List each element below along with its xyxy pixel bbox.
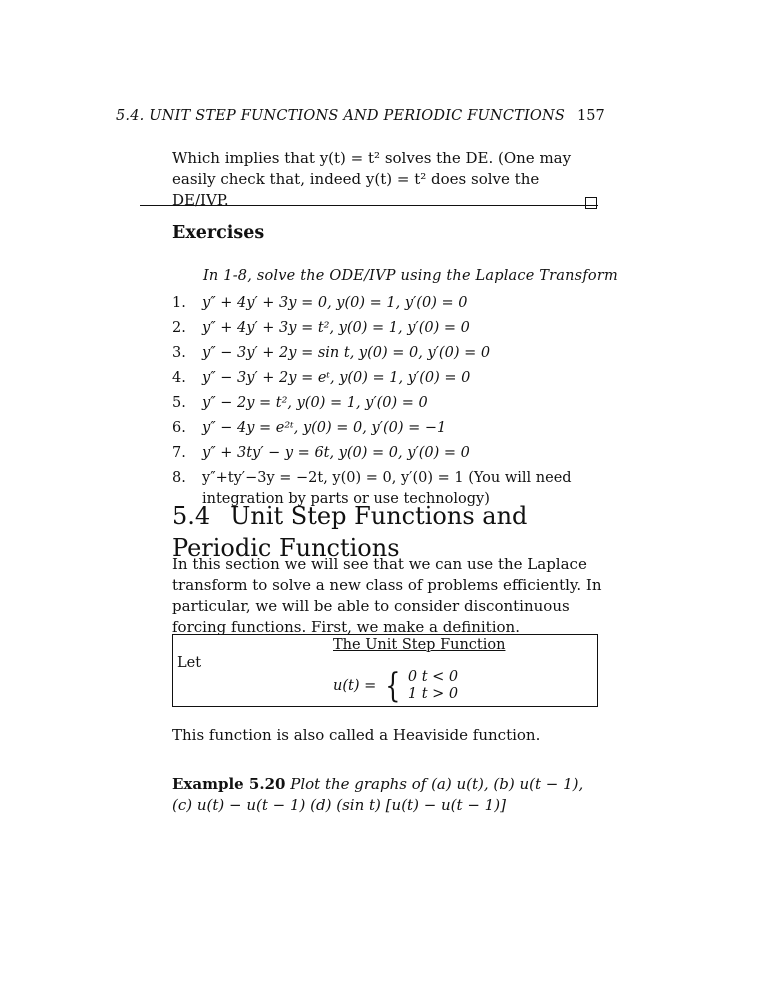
page-number: 157 xyxy=(577,108,605,124)
case-two: 1 t > 0 xyxy=(407,686,459,702)
exercise-equation: y″ + 3ty′ − y = 6t, y(0) = 0, y′(0) = 0 xyxy=(202,445,470,461)
definition-box xyxy=(172,634,598,707)
qed-icon xyxy=(585,197,597,209)
exercise-number: 7. xyxy=(172,445,186,461)
case-one: 0 t < 0 xyxy=(407,669,459,685)
exercise-item xyxy=(172,368,600,389)
exercise-equation: y″ − 3y′ + 2y = sin t, y(0) = 0, y′(0) = 0 xyxy=(202,345,491,361)
definition-title: The Unit Step Function xyxy=(333,637,506,653)
example-label: Example 5.20 xyxy=(172,775,286,793)
exercise-equation: y″ + 4y′ + 3y = t², y(0) = 1, y′(0) = 0 xyxy=(202,320,470,336)
section-intro: In this section we will see that we can use the Laplace transform to solve a new class of problems efficiently. In particular, we will be able to consider discontinuous forcing functions. First, we make a definition. xyxy=(172,555,602,636)
exercise-number: 1. xyxy=(172,295,186,311)
exercises-heading: Exercises xyxy=(172,223,265,243)
formula-lhs: u(t) = xyxy=(333,678,377,694)
exercise-number: 6. xyxy=(172,420,186,436)
exercise-item xyxy=(172,343,600,364)
exercise-item xyxy=(172,293,600,314)
section-divider xyxy=(140,205,598,206)
exercise-equation: y″+ty′−3y = −2t, y(0) = 0, y′(0) = 1 (You will need integration by parts or use technology) xyxy=(202,470,572,507)
exercise-equation: y″ − 3y′ + 2y = eᵗ, y(0) = 1, y′(0) = 0 xyxy=(202,370,471,386)
exercise-number: 5. xyxy=(172,395,186,411)
exercise-item xyxy=(172,318,600,339)
exercise-number: 2. xyxy=(172,320,186,336)
exercise-item xyxy=(172,443,600,464)
section-number: 5.4 xyxy=(172,501,211,530)
example-text: Plot the graphs of (a) u(t), (b) u(t − 1), (c) u(t) − u(t − 1) (d) (sin t) [u(t) − u(t − 1)] xyxy=(172,775,584,814)
exercise-list xyxy=(172,293,600,514)
exercise-number: 4. xyxy=(172,370,186,386)
exercise-equation: y″ + 4y′ + 3y = 0, y(0) = 1, y′(0) = 0 xyxy=(202,295,468,311)
continuation-text: Which implies that y(t) = t² solves the DE. (One may easily check that, indeed y(t) = t² does solve the DE/IVP. xyxy=(172,149,572,209)
exercise-number: 3. xyxy=(172,345,186,361)
example-block xyxy=(172,774,602,816)
exercises-intro: In 1-8, solve the ODE/IVP using the Laplace Transform xyxy=(203,268,618,284)
exercise-equation: y″ − 2y = t², y(0) = 1, y′(0) = 0 xyxy=(202,395,428,411)
exercise-item xyxy=(172,393,600,414)
heaviside-note: This function is also called a Heaviside function. xyxy=(172,726,541,744)
section-title-text: Unit Step Functions and Periodic Functions xyxy=(172,501,528,562)
exercise-item xyxy=(172,418,600,439)
left-brace-icon: { xyxy=(385,666,401,706)
definition-formula xyxy=(333,666,459,706)
formula-cases xyxy=(408,669,458,703)
running-title: 5.4. UNIT STEP FUNCTIONS AND PERIODIC FUNCTIONS xyxy=(116,108,566,124)
definition-let: Let xyxy=(177,655,202,671)
exercise-equation: y″ − 4y = e²ᵗ, y(0) = 0, y′(0) = −1 xyxy=(202,420,447,436)
continuation-paragraph xyxy=(172,148,597,211)
exercise-number: 8. xyxy=(172,470,186,486)
